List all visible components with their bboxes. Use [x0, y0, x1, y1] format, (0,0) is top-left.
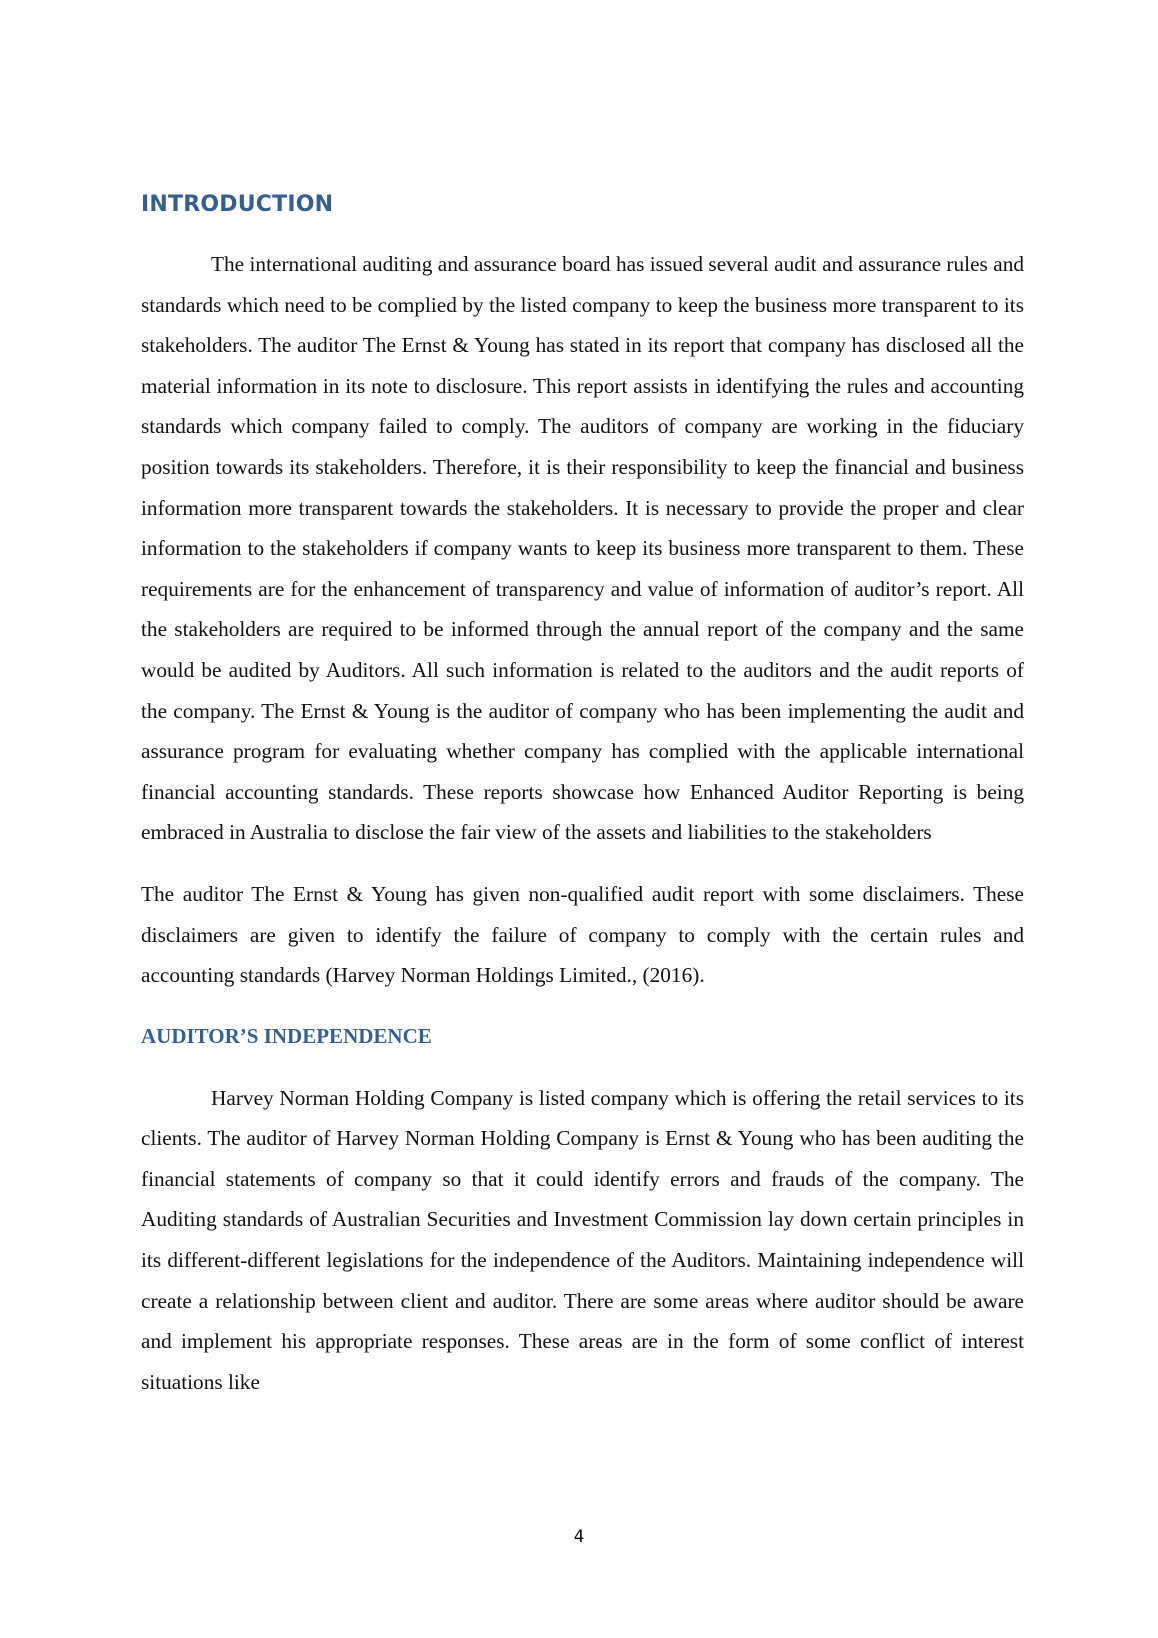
introduction-heading: INTRODUCTION	[141, 192, 334, 217]
introduction-paragraph-2: The auditor The Ernst & Young has given non-qualified audit report with some disclaimers. These disclaimers are given to identify the failure of company to comply with the certain rules and accounting standards (Harvey Norman Holdings Limited., (2016).	[141, 881, 1024, 988]
page-number: 4	[573, 1527, 585, 1547]
auditor-independence-paragraph-1: Harvey Norman Holding Company is listed company which is offering the retail services to its clients. The auditor of Harvey Norman Holding Company is Ernst & Young who has been auditing the financial statements of company so that it could identify errors and frauds of the company. The Auditing standards of Australian Securities and Investment Commission lay down certain principles in its different-different legislations for the independence of the Auditors. Maintaining independence will create a relationship between client and auditor. There are some areas where auditor should be aware and implement his appropriate responses. These areas are in the form of some conflict of interest situations like	[141, 1085, 1024, 1394]
page-content	[141, 188, 1024, 1402]
introduction-paragraph-1: The international auditing and assurance board has issued several audit and assurance rules and standards which need to be complied by the listed company to keep the business more transparent to its stakeholders. The auditor The Ernst & Young has stated in its report that company has disclosed all the material information in its note to disclosure. This report assists in identifying the rules and accounting standards which company failed to comply. The auditors of company are working in the fiduciary position towards its stakeholders. Therefore, it is their responsibility to keep the financial and business information more transparent towards the stakeholders. It is necessary to provide the proper and clear information to the stakeholders if company wants to keep its business more transparent to them. These requirements are for the enhancement of transparency and value of information of auditor’s report. All the stakeholders are required to be informed through the annual report of the company and the same would be audited by Auditors. All such information is related to the auditors and the audit reports of the company. The Ernst & Young is the auditor of company who has been implementing the audit and assurance program for evaluating whether company has complied with the applicable international financial accounting standards. These reports showcase how Enhanced Auditor Reporting is being embraced in Australia to disclose the fair view of the assets and liabilities to the stakeholders	[141, 252, 1024, 845]
auditor-independence-heading: AUDITOR’S INDEPENDENCE	[141, 1023, 432, 1048]
